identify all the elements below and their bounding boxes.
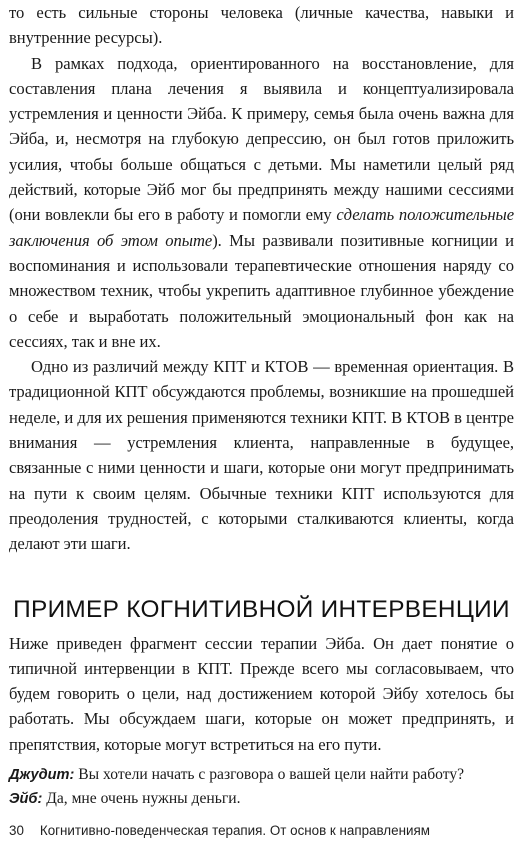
dialog-text: Да, мне очень нужны деньги. [42, 790, 241, 808]
paragraph-3: Одно из различий между КПТ и КТОВ — временная ориентация. В традиционной КПТ обсуждаются проблемы, возникшие на прошедшей неделе, и для их решения применяются техники КПТ. В КТОВ в центре внимания — устремления клиента, направленные в будущее, связанные с ними ценности и шаги, которые они могут предпринимать на пути к своим целям. Обычные техники КПТ используются для преодоления трудностей, с которыми сталкиваются клиенты, когда делают эти шаги. [9, 357, 514, 554]
body-text [9, 0, 514, 557]
paragraph-2-emphasis: сделать положительные заключения об этом опыте [9, 205, 515, 250]
section-text [9, 631, 514, 757]
paragraph-4: Ниже приведен фрагмент сессии терапии Эйба. Он дает понятие о типичной интервенции в КПТ. Прежде всего мы согласовываем, что будем говорить о цели, над достижением которой Эйбу хотелось бы работать. Мы обсуждаем шаги, которые он может предпринять, и препятствия, которые могут встретиться на его пути. [9, 633, 514, 754]
dialog-line [9, 787, 514, 811]
running-title: Когнитивно-поведенческая терапия. От основ к направлениям [39, 823, 430, 838]
dialog-speaker: Эйб: [9, 791, 43, 808]
page-number: 30 [9, 823, 24, 838]
section-heading: ПРИМЕР КОГНИТИВНОЙ ИНТЕРВЕНЦИИ [13, 595, 510, 623]
paragraph-2-start: В рамках подхода, ориентированного на восстановление, для составления плана лечения я выявила и концептуализировала устремления и ценности Эйба. К примеру, семья была очень важна для Эйба, и, несмотря на глубокую депрессию, он был готов приложить усилия, чтобы больше общаться с детьми. Мы наметили целый ряд действий, которые Эйб мог бы предпринять между нашими сессиями (они вовлекли бы его в работу и помогли ему [9, 53, 514, 225]
dialog-line [9, 763, 514, 787]
paragraph-1: то есть сильные стороны человека (личные качества, навыки и внутренние ресурсы). [9, 3, 514, 48]
paragraph-2 [9, 51, 514, 355]
paragraph-2-end: ). Мы развивали позитивные когниции и воспоминания и использовали терапевтические отношения наряду со множеством техник, чтобы укрепить адаптивное глубинное убеждение о себе и выработать положительный эмоциональный фон как на сессиях, так и вне их. [9, 230, 514, 351]
dialog-speaker: Джудит: [9, 767, 75, 784]
dialog [9, 763, 514, 811]
dialog-text: Вы хотели начать с разговора о вашей цели найти работу? [74, 766, 465, 784]
page-footer [9, 823, 514, 838]
